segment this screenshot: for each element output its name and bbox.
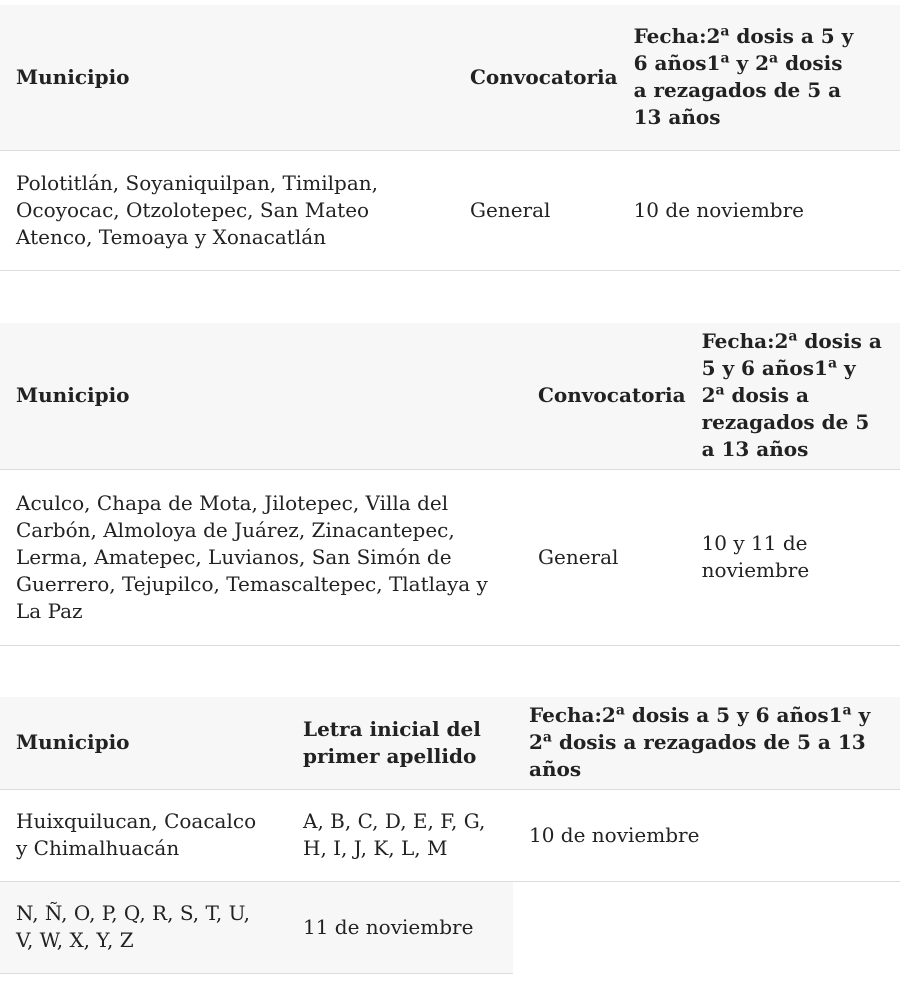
header-letra: Letra inicial del primer apellido [287,697,513,789]
table-header-row [0,697,900,789]
cell-municipio: Aculco, Chapa de Mota, Jilotepec, Villa del Carbón, Almoloya de Juárez, Zinacantepec, Lerma, Amatepec, Luvianos, San Simón de Guerrero, Tejupilco, Temascaltepec, Tlatlaya y La Paz [0,469,522,645]
table-row [0,150,900,270]
cell-convocatoria: General [522,469,686,645]
table-row [0,469,900,645]
cell-fecha: 10 y 11 de noviembre [686,469,900,645]
cell-fecha: 10 de noviembre [618,150,900,270]
vaccination-table-2 [0,323,900,646]
cell-letra: N, Ñ, O, P, Q, R, S, T, U, V, W, X, Y, Z [0,881,287,973]
cell-fecha: 11 de noviembre [287,881,513,973]
cell-municipio: Polotitlán, Soyaniquilpan, Timilpan, Ocoyocac, Otzolotepec, San Mateo Atenco, Temoaya y Xonacatlán [0,150,454,270]
table-row [0,789,900,881]
header-convocatoria: Convocatoria [454,5,618,150]
vaccination-table-1 [0,5,900,271]
header-municipio: Municipio [0,5,454,150]
header-convocatoria: Convocatoria [522,323,686,469]
header-fecha: Fecha:2$^a$ dosis a 5 y 6 años1$^a$ y 2$^a$ dosis a rezagados de 5 a 13 años [686,323,900,469]
header-fecha: Fecha:2$^a$ dosis a 5 y 6 años1$^a$ y 2$^a$ dosis a rezagados de 5 a 13 años [513,697,900,789]
cell-convocatoria: General [454,150,618,270]
header-municipio: Municipio [0,323,522,469]
cell-empty [513,881,900,973]
header-fecha: Fecha:2$^a$ dosis a 5 y 6 años1$^a$ y 2$^a$ dosis a rezagados de 5 a 13 años [618,5,900,150]
table-header-row [0,5,900,150]
table-row [0,881,900,973]
cell-municipio: Huixquilucan, Coacalco y Chimalhuacán [0,789,287,881]
cell-letra: A, B, C, D, E, F, G, H, I, J, K, L, M [287,789,513,881]
vaccination-table-3 [0,697,900,974]
table-header-row [0,323,900,469]
header-municipio: Municipio [0,697,287,789]
cell-fecha: 10 de noviembre [513,789,900,881]
